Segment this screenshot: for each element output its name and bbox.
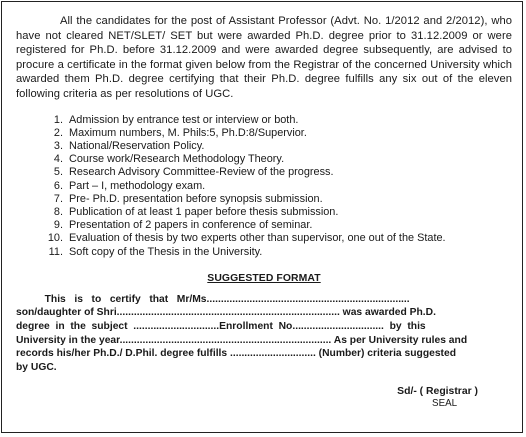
list-item: 7. Pre- Ph.D. presentation before synopsis submission. (66, 193, 512, 206)
format-line: degree in the subject ..............................Enrollment No................................ by this (16, 320, 426, 332)
format-line: This is to certify that Mr/Ms....................................................................... (16, 293, 410, 305)
format-line: records his/her Ph.D./ D.Phil. degree fulfills .............................. (Number) criteria suggested (16, 348, 457, 360)
list-item: 4. Course work/Research Methodology Theory. (66, 153, 512, 166)
list-item: 10. Evaluation of thesis by two experts other than supervisor, one out of the State. (66, 232, 512, 245)
seal-label: SEAL (432, 398, 458, 410)
format-line: University in the year.......................................................................... As per University rules and (16, 334, 468, 346)
suggested-format-heading: SUGGESTED FORMAT (207, 272, 321, 284)
document-page (1, 1, 523, 433)
list-item: 2. Maximum numbers, M. Phils:5, Ph.D:8/Supervior. (66, 127, 512, 140)
list-item: 6. Part – I, methodology exam. (66, 180, 512, 193)
signature-block (397, 386, 478, 411)
list-item: 3. National/Reservation Policy. (66, 140, 512, 153)
registrar-signature: Sd/- ( Registrar ) (397, 386, 478, 397)
certificate-format (16, 293, 512, 375)
list-item: 5. Research Advisory Committee-Review of the progress. (66, 166, 512, 179)
list-item: 9. Presentation of 2 papers in conference of seminar. (66, 219, 512, 232)
criteria-list (16, 114, 512, 259)
format-line: by UGC. (16, 361, 57, 373)
format-line: son/daughter of Shri.............................................................................. was awarded Ph.D. (16, 307, 436, 319)
list-item: 8. Publication of at least 1 paper before thesis submission. (66, 206, 512, 219)
list-item: 1. Admission by entrance test or interview or both. (66, 114, 512, 127)
list-item: 11. Soft copy of the Thesis in the University. (66, 246, 512, 259)
intro-paragraph: All the candidates for the post of Assistant Professor (Advt. No. 1/2012 and 2/2012), who have not cleared NET/SLET/ SET but were awarded Ph.D. degree prior to 31.12.2009 or were registered for Ph.D. before 31.12.2009 and were awarded degree subsequently, are advised to procure a certificate in the format given below from the Registrar of the concerned University which awarded them Ph.D. degree certifying that their Ph.D. degree fulfills any six out of the eleven following criteria as per resolutions of UGC. (16, 15, 512, 100)
